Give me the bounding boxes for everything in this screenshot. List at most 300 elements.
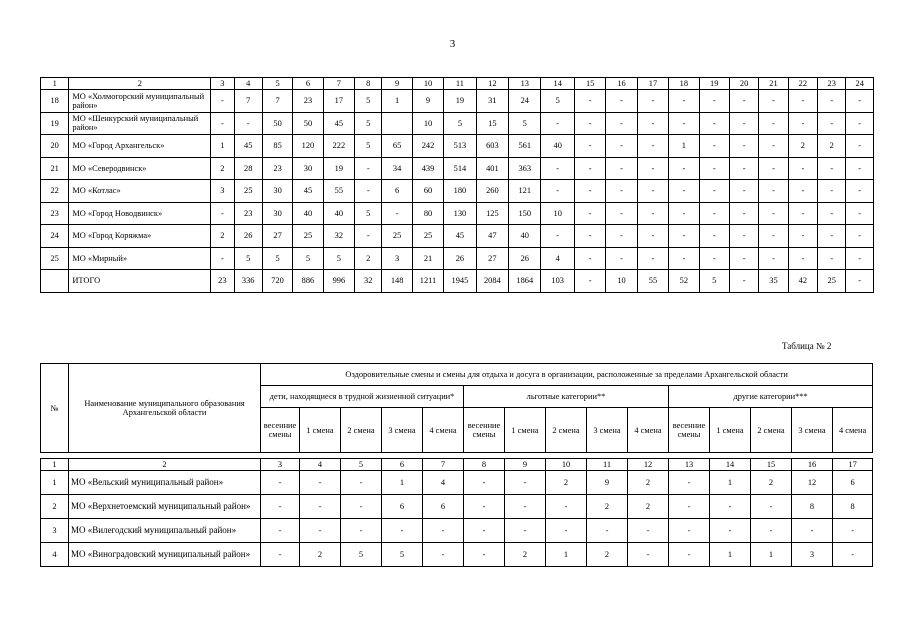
value-cell: 2	[628, 495, 669, 519]
value-cell: 514	[444, 157, 476, 180]
value-cell: 45	[234, 135, 262, 158]
value-cell: 1	[382, 471, 423, 495]
group-header: льготные категории**	[464, 386, 669, 408]
header-cell: 4	[234, 78, 262, 90]
value-cell: -	[669, 519, 710, 543]
value-cell: 2	[300, 543, 341, 567]
value-cell: -	[637, 90, 668, 113]
value-cell: 5	[382, 543, 423, 567]
header-cell: 18	[669, 78, 699, 90]
header-cell: 14	[541, 78, 574, 90]
value-cell: 24	[509, 90, 541, 113]
table-row	[41, 270, 874, 293]
subhead-cell: 4 смена	[628, 408, 669, 453]
value-cell: 336	[234, 270, 262, 293]
value-cell: -	[541, 157, 574, 180]
value-cell: -	[818, 202, 846, 225]
value-cell: -	[606, 247, 637, 270]
value-cell: -	[574, 135, 605, 158]
value-cell: -	[587, 519, 628, 543]
value-cell: 720	[262, 270, 292, 293]
value-cell: -	[637, 157, 668, 180]
value-cell: -	[423, 519, 464, 543]
municipality-name: МО «Город Архангельск»	[69, 135, 211, 158]
value-cell: -	[729, 157, 758, 180]
row-number: 3	[41, 519, 69, 543]
value-cell: 260	[476, 180, 508, 203]
value-cell: 121	[509, 180, 541, 203]
value-cell: -	[261, 543, 300, 567]
row-number: 23	[41, 202, 69, 225]
value-cell: -	[792, 519, 833, 543]
column-number: 15	[751, 459, 792, 471]
value-cell: 5	[355, 90, 382, 113]
value-cell: -	[751, 495, 792, 519]
value-cell: 1	[546, 543, 587, 567]
row-number: 20	[41, 135, 69, 158]
row-number: 2	[41, 495, 69, 519]
column-number: 6	[382, 459, 423, 471]
value-cell: 125	[476, 202, 508, 225]
header-cell: 10	[412, 78, 443, 90]
value-cell: -	[606, 90, 637, 113]
value-cell: -	[669, 225, 699, 248]
row-number: 19	[41, 112, 69, 135]
municipality-name: МО «Верхнетоемский муниципальный район»	[69, 495, 261, 519]
value-cell: -	[505, 495, 546, 519]
value-cell: -	[729, 90, 758, 113]
value-cell: -	[261, 495, 300, 519]
value-cell: 28	[234, 157, 262, 180]
value-cell: -	[574, 90, 605, 113]
value-cell: 10	[606, 270, 637, 293]
value-cell: -	[464, 543, 505, 567]
value-cell: -	[818, 112, 846, 135]
value-cell: -	[818, 247, 846, 270]
top-header: Оздоровительные смены и смены для отдыха и досуга в организации, расположенные за пределами Архангельской области	[261, 364, 873, 386]
value-cell: -	[710, 495, 751, 519]
value-cell: -	[699, 90, 729, 113]
col-name-header: Наименование муниципального образования Архангельской области	[69, 364, 261, 453]
value-cell: -	[833, 543, 873, 567]
value-cell: 103	[541, 270, 574, 293]
value-cell: 23	[211, 270, 234, 293]
value-cell: 9	[412, 90, 443, 113]
value-cell: -	[637, 225, 668, 248]
value-cell: -	[574, 157, 605, 180]
value-cell: 1211	[412, 270, 443, 293]
value-cell: -	[574, 202, 605, 225]
value-cell: 85	[262, 135, 292, 158]
table-1	[40, 77, 874, 293]
value-cell: -	[846, 135, 874, 158]
value-cell: -	[423, 543, 464, 567]
value-cell: 45	[293, 180, 323, 203]
value-cell: -	[759, 157, 788, 180]
value-cell: 2	[628, 471, 669, 495]
value-cell: -	[669, 112, 699, 135]
value-cell: 17	[323, 90, 354, 113]
value-cell: -	[846, 157, 874, 180]
value-cell: -	[788, 157, 817, 180]
value-cell: -	[729, 180, 758, 203]
value-cell: -	[637, 247, 668, 270]
value-cell: -	[759, 247, 788, 270]
subhead-cell: 1 смена	[710, 408, 751, 453]
value-cell: 886	[293, 270, 323, 293]
subhead-cell: 4 смена	[833, 408, 873, 453]
header-cell: 21	[759, 78, 788, 90]
table-row	[41, 180, 874, 203]
value-cell: -	[669, 157, 699, 180]
column-number: 1	[41, 459, 69, 471]
table-row	[41, 90, 874, 113]
column-number: 12	[628, 459, 669, 471]
value-cell: -	[669, 202, 699, 225]
row-number: 4	[41, 543, 69, 567]
value-cell: -	[300, 471, 341, 495]
value-cell: -	[637, 202, 668, 225]
value-cell: 8	[792, 495, 833, 519]
table-1-header-row	[41, 78, 874, 90]
value-cell: 42	[788, 270, 817, 293]
value-cell: -	[606, 157, 637, 180]
value-cell: 5	[355, 112, 382, 135]
value-cell: -	[669, 247, 699, 270]
value-cell: -	[628, 543, 669, 567]
row-number: 1	[41, 471, 69, 495]
header-cell: 1	[41, 78, 69, 90]
value-cell: 40	[293, 202, 323, 225]
value-cell: 242	[412, 135, 443, 158]
value-cell: -	[788, 180, 817, 203]
subhead-cell: 4 смена	[423, 408, 464, 453]
value-cell: -	[669, 471, 710, 495]
value-cell: 23	[262, 157, 292, 180]
value-cell: 8	[833, 495, 873, 519]
value-cell: -	[833, 519, 873, 543]
subhead-cell: весенние смены	[464, 408, 505, 453]
value-cell: -	[729, 225, 758, 248]
table-row	[41, 471, 873, 495]
value-cell: 47	[476, 225, 508, 248]
value-cell: 1	[382, 90, 412, 113]
value-cell: 363	[509, 157, 541, 180]
row-number: 18	[41, 90, 69, 113]
column-number: 10	[546, 459, 587, 471]
value-cell: 401	[476, 157, 508, 180]
value-cell: -	[464, 519, 505, 543]
value-cell: -	[846, 225, 874, 248]
municipality-name: ИТОГО	[69, 270, 211, 293]
value-cell: -	[341, 495, 382, 519]
header-cell: 16	[606, 78, 637, 90]
value-cell: 34	[382, 157, 412, 180]
value-cell: -	[606, 180, 637, 203]
value-cell: -	[382, 202, 412, 225]
value-cell: 23	[234, 202, 262, 225]
value-cell: -	[464, 495, 505, 519]
value-cell: -	[699, 180, 729, 203]
value-cell: -	[606, 135, 637, 158]
value-cell: -	[788, 112, 817, 135]
value-cell: 3	[382, 247, 412, 270]
header-cell: 12	[476, 78, 508, 90]
value-cell: -	[818, 157, 846, 180]
value-cell: 25	[293, 225, 323, 248]
table-row	[41, 157, 874, 180]
value-cell: 19	[323, 157, 354, 180]
value-cell: 60	[412, 180, 443, 203]
value-cell: 40	[541, 135, 574, 158]
group-header: другие категории***	[669, 386, 873, 408]
value-cell: 27	[262, 225, 292, 248]
table-row	[41, 135, 874, 158]
value-cell: -	[234, 112, 262, 135]
subhead-cell: 2 смена	[546, 408, 587, 453]
subhead-cell: 1 смена	[300, 408, 341, 453]
value-cell: -	[669, 543, 710, 567]
value-cell: 80	[412, 202, 443, 225]
municipality-name: МО «Город Новодвинск»	[69, 202, 211, 225]
value-cell: -	[846, 202, 874, 225]
table-row	[41, 202, 874, 225]
value-cell: -	[355, 157, 382, 180]
header-cell: 5	[262, 78, 292, 90]
value-cell: -	[729, 112, 758, 135]
value-cell: 7	[234, 90, 262, 113]
value-cell: -	[341, 471, 382, 495]
value-cell: 513	[444, 135, 476, 158]
value-cell: -	[606, 112, 637, 135]
value-cell: -	[788, 247, 817, 270]
value-cell	[382, 112, 412, 135]
value-cell: -	[669, 180, 699, 203]
value-cell: 50	[293, 112, 323, 135]
header-cell: 22	[788, 78, 817, 90]
value-cell: -	[699, 112, 729, 135]
row-number: 25	[41, 247, 69, 270]
value-cell: 180	[444, 180, 476, 203]
value-cell: 2	[587, 495, 628, 519]
value-cell: -	[541, 112, 574, 135]
value-cell: -	[788, 225, 817, 248]
header-cell: 8	[355, 78, 382, 90]
header-cell: 13	[509, 78, 541, 90]
column-number: 8	[464, 459, 505, 471]
value-cell: 23	[293, 90, 323, 113]
municipality-name: МО «Холмогорский муниципальный район»	[69, 90, 211, 113]
table-row	[41, 112, 874, 135]
table-row	[41, 543, 873, 567]
value-cell: 5	[293, 247, 323, 270]
value-cell: 40	[509, 225, 541, 248]
value-cell: -	[637, 135, 668, 158]
value-cell: -	[261, 471, 300, 495]
value-cell: -	[628, 519, 669, 543]
value-cell: 52	[669, 270, 699, 293]
value-cell: -	[788, 90, 817, 113]
value-cell: -	[729, 247, 758, 270]
row-number: 22	[41, 180, 69, 203]
value-cell: -	[699, 225, 729, 248]
value-cell: -	[759, 202, 788, 225]
value-cell: -	[341, 519, 382, 543]
value-cell: 5	[355, 135, 382, 158]
value-cell: 26	[234, 225, 262, 248]
municipality-name: МО «Шенкурский муниципальный район»	[69, 112, 211, 135]
column-number: 11	[587, 459, 628, 471]
value-cell: 21	[412, 247, 443, 270]
value-cell: -	[211, 112, 234, 135]
value-cell: -	[574, 247, 605, 270]
value-cell: -	[211, 90, 234, 113]
value-cell: -	[300, 519, 341, 543]
value-cell: 5	[509, 112, 541, 135]
value-cell: -	[751, 519, 792, 543]
value-cell: -	[355, 180, 382, 203]
value-cell: 150	[509, 202, 541, 225]
table-2-label: Таблица № 2	[782, 341, 832, 351]
value-cell: 30	[293, 157, 323, 180]
value-cell: -	[574, 180, 605, 203]
header-cell: 9	[382, 78, 412, 90]
value-cell: 4	[541, 247, 574, 270]
value-cell: 27	[476, 247, 508, 270]
value-cell: 31	[476, 90, 508, 113]
value-cell: 561	[509, 135, 541, 158]
value-cell: 15	[476, 112, 508, 135]
value-cell: 5	[355, 202, 382, 225]
column-number: 3	[261, 459, 300, 471]
value-cell: 1864	[509, 270, 541, 293]
value-cell: -	[729, 135, 758, 158]
value-cell: 2	[587, 543, 628, 567]
value-cell: 1	[669, 135, 699, 158]
row-number: 21	[41, 157, 69, 180]
value-cell: -	[505, 519, 546, 543]
value-cell: -	[759, 135, 788, 158]
value-cell: 65	[382, 135, 412, 158]
value-cell: 5	[699, 270, 729, 293]
value-cell: 25	[818, 270, 846, 293]
value-cell: -	[710, 519, 751, 543]
column-number: 13	[669, 459, 710, 471]
value-cell: 12	[792, 471, 833, 495]
value-cell: 25	[234, 180, 262, 203]
value-cell: 6	[382, 495, 423, 519]
value-cell: -	[464, 471, 505, 495]
group-header: дети, находящиеся в трудной жизненной ситуации*	[261, 386, 464, 408]
value-cell: 2084	[476, 270, 508, 293]
municipality-name: МО «Северодвинск»	[69, 157, 211, 180]
value-cell: 10	[412, 112, 443, 135]
header-cell: 23	[818, 78, 846, 90]
table-row	[41, 495, 873, 519]
row-number: 24	[41, 225, 69, 248]
value-cell: 6	[833, 471, 873, 495]
municipality-name: МО «Город Коряжма»	[69, 225, 211, 248]
column-number: 17	[833, 459, 873, 471]
value-cell: 1	[710, 471, 751, 495]
subhead-cell: 1 смена	[505, 408, 546, 453]
value-cell: -	[846, 180, 874, 203]
table-2	[40, 363, 873, 567]
value-cell: 6	[423, 495, 464, 519]
value-cell: 1	[710, 543, 751, 567]
row-number	[41, 270, 69, 293]
value-cell: -	[759, 90, 788, 113]
value-cell: 120	[293, 135, 323, 158]
value-cell: -	[699, 157, 729, 180]
value-cell: -	[846, 112, 874, 135]
header-cell: 3	[211, 78, 234, 90]
header-cell: 11	[444, 78, 476, 90]
value-cell: -	[759, 112, 788, 135]
value-cell: 148	[382, 270, 412, 293]
value-cell: 50	[262, 112, 292, 135]
column-number: 5	[341, 459, 382, 471]
col-num-header: №	[41, 364, 69, 453]
value-cell: 1	[751, 543, 792, 567]
value-cell: 5	[341, 543, 382, 567]
municipality-name: МО «Виноградовский муниципальный район»	[69, 543, 261, 567]
value-cell: -	[382, 519, 423, 543]
header-cell: 24	[846, 78, 874, 90]
value-cell: -	[669, 90, 699, 113]
value-cell: 5	[234, 247, 262, 270]
subhead-cell: 3 смена	[587, 408, 628, 453]
page-number: 3	[449, 38, 456, 50]
value-cell: 2	[355, 247, 382, 270]
value-cell: 40	[323, 202, 354, 225]
value-cell: 4	[423, 471, 464, 495]
subhead-cell: весенние смены	[669, 408, 710, 453]
value-cell: -	[574, 225, 605, 248]
value-cell: -	[699, 135, 729, 158]
subhead-cell: весенние смены	[261, 408, 300, 453]
value-cell: 7	[262, 90, 292, 113]
column-number: 14	[710, 459, 751, 471]
value-cell: 45	[323, 112, 354, 135]
value-cell: 130	[444, 202, 476, 225]
value-cell: 2	[818, 135, 846, 158]
header-cell: 6	[293, 78, 323, 90]
value-cell: -	[788, 202, 817, 225]
municipality-name: МО «Котлас»	[69, 180, 211, 203]
value-cell: -	[729, 202, 758, 225]
value-cell: -	[846, 90, 874, 113]
value-cell: 3	[792, 543, 833, 567]
value-cell: -	[606, 225, 637, 248]
value-cell: 55	[637, 270, 668, 293]
value-cell: 996	[323, 270, 354, 293]
value-cell: -	[211, 202, 234, 225]
value-cell: -	[729, 270, 758, 293]
value-cell: 2	[211, 225, 234, 248]
value-cell: 439	[412, 157, 443, 180]
value-cell: 25	[382, 225, 412, 248]
value-cell: 35	[759, 270, 788, 293]
value-cell: -	[541, 225, 574, 248]
value-cell: -	[211, 247, 234, 270]
value-cell: -	[355, 225, 382, 248]
value-cell: 1945	[444, 270, 476, 293]
subhead-cell: 3 смена	[382, 408, 423, 453]
value-cell: 603	[476, 135, 508, 158]
table-row	[41, 519, 873, 543]
value-cell: 45	[444, 225, 476, 248]
